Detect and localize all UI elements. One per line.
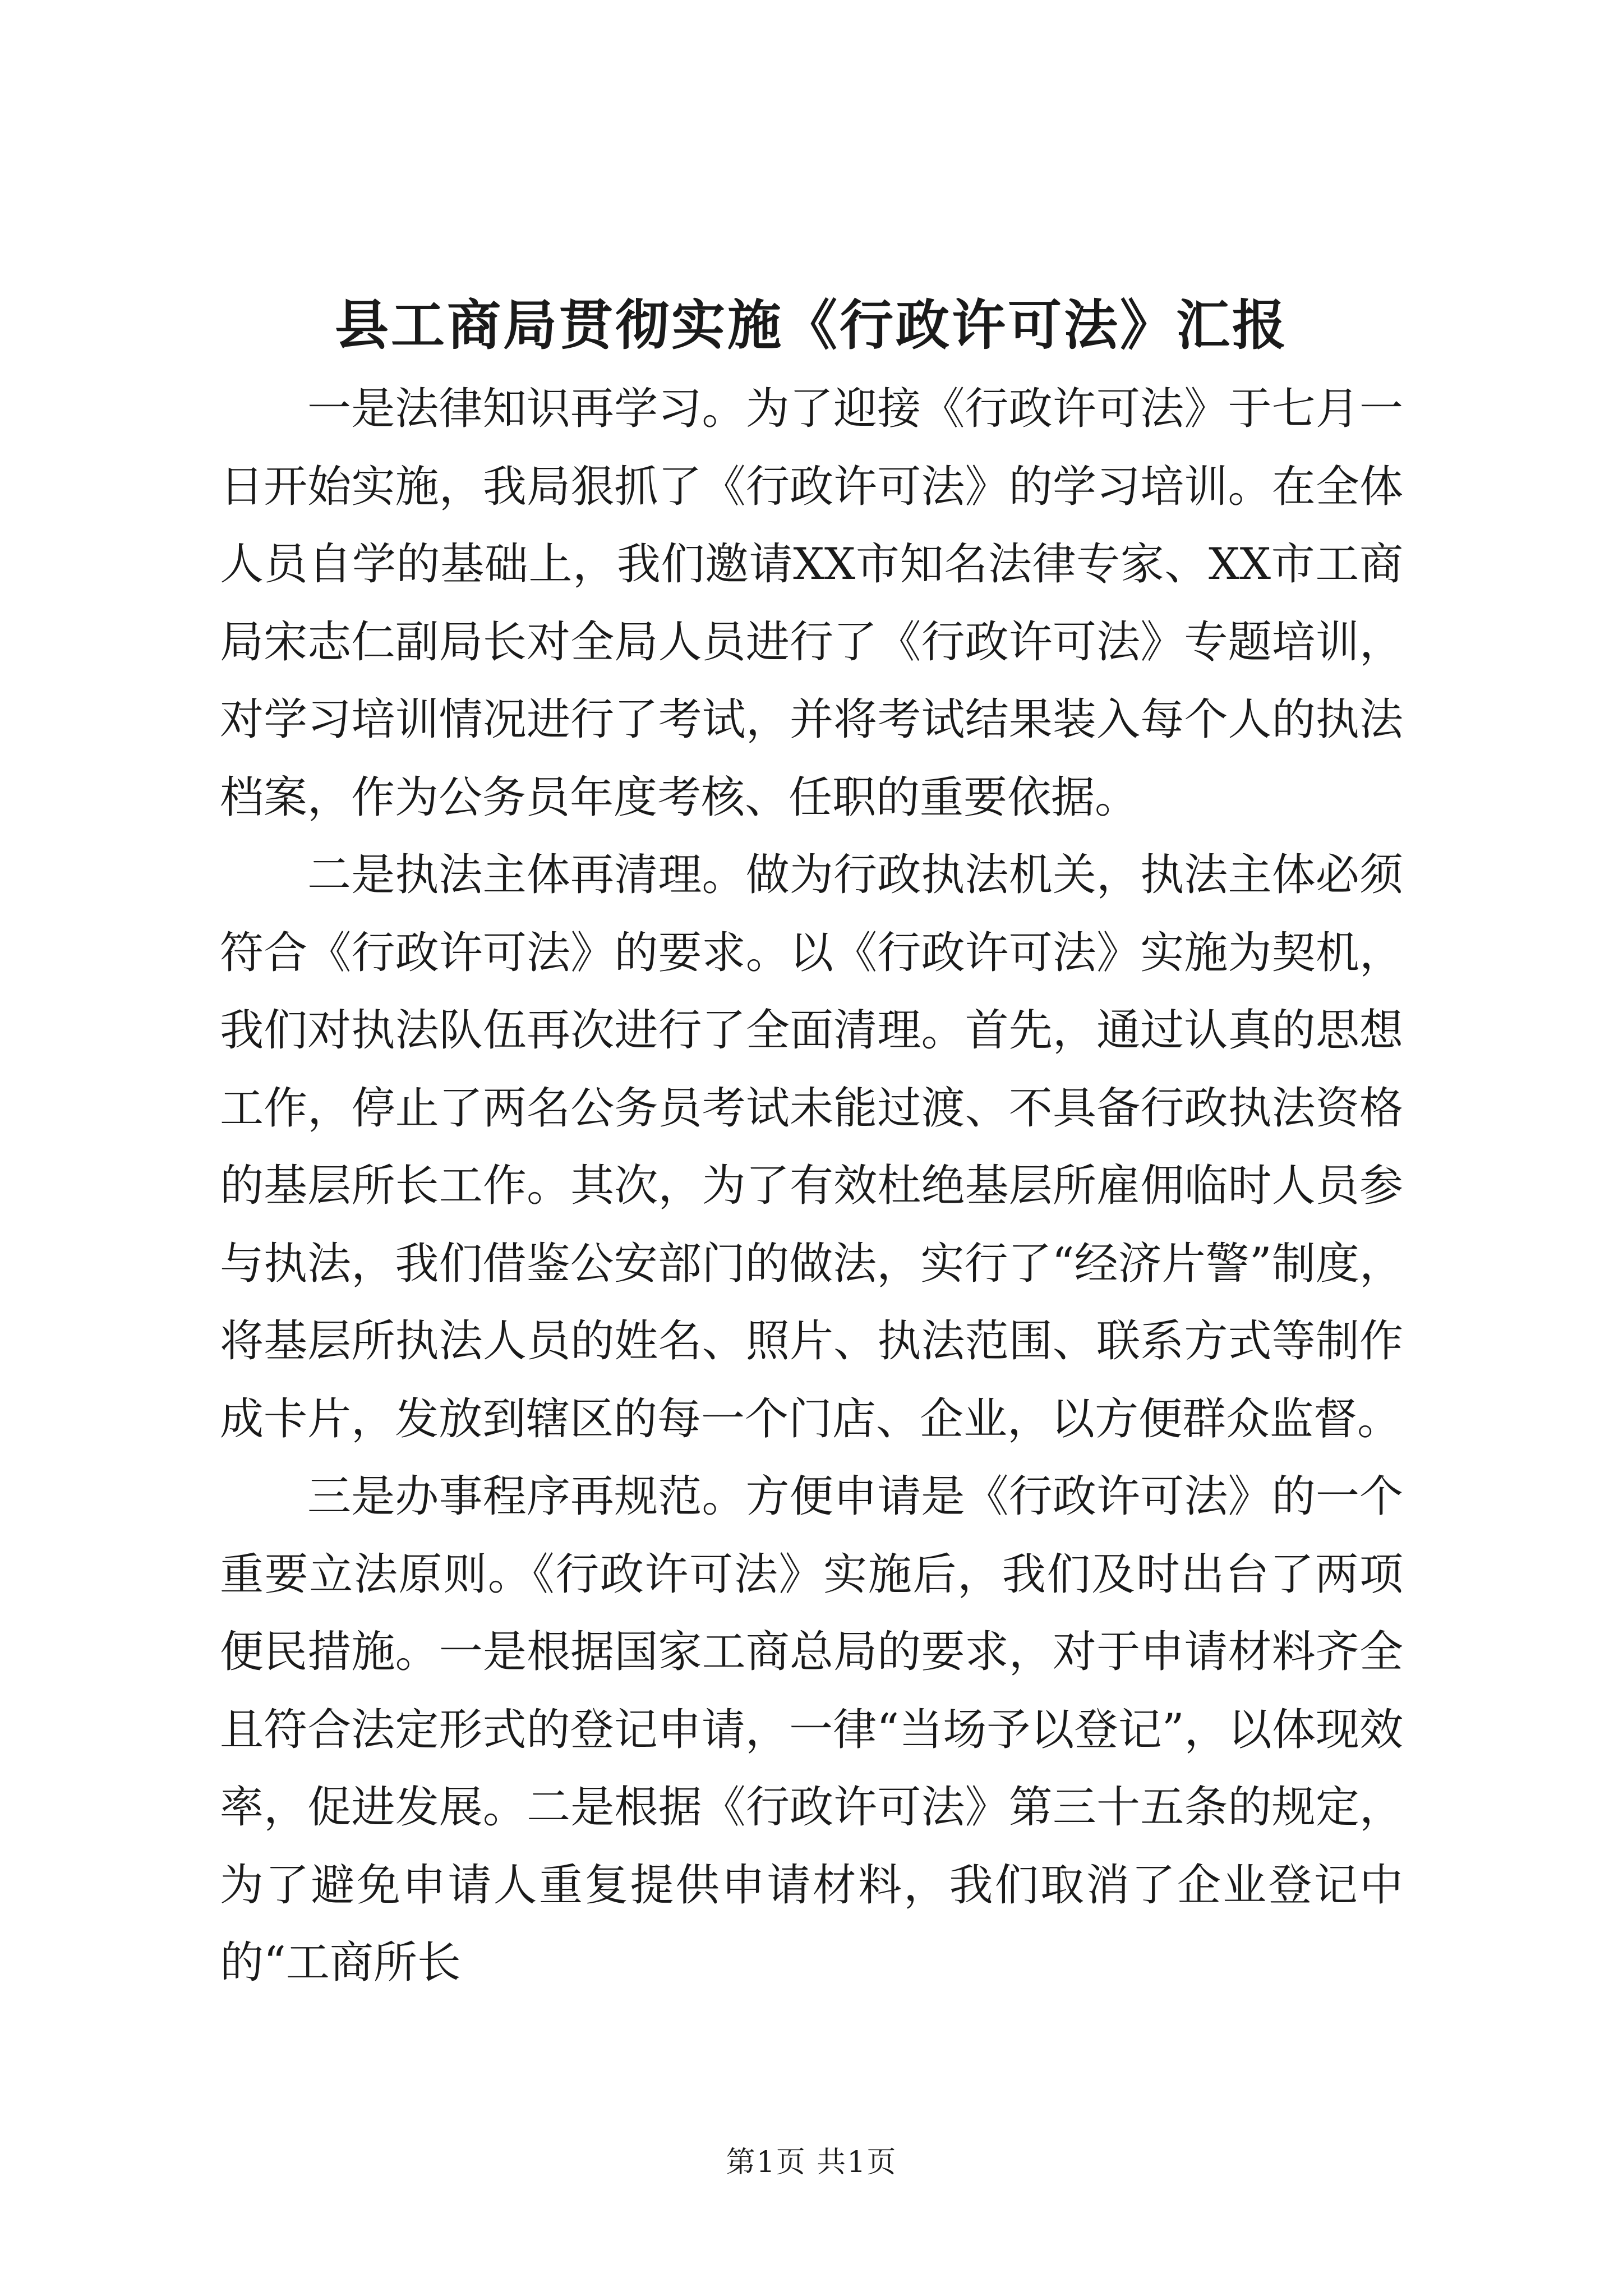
document-body xyxy=(220,370,1403,2002)
paragraph-2: 二是执法主体再清理。做为行政执法机关，执法主体必须符合《行政许可法》的要求。以《行政许可法》实施为契机，我们对执法队伍再次进行了全面清理。首先，通过认真的思想工作，停止了两名公务员考试未能过渡、不具备行政执法资格的基层所长工作。其次，为了有效杜绝基层所雇佣临时人员参与执法，我们借鉴公安部门的做法，实行了“经济片警”制度，将基层所执法人员的姓名、照片、执法范围、联系方式等制作成卡片，发放到辖区的每一个门店、企业，以方便群众监督。 xyxy=(220,850,1403,1444)
paragraph-3: 三是办事程序再规范。方便申请是《行政许可法》的一个重要立法原则。《行政许可法》实施后，我们及时出台了两项便民措施。一是根据国家工商总局的要求，对于申请材料齐全且符合法定形式的登记申请，一律“当场予以登记”，以体现效率，促进发展。二是根据《行政许可法》第三十五条的规定，为了避免申请人重复提供申请材料，我们取消了企业登记中的“工商所长 xyxy=(220,1471,1403,1988)
document-title: 县工商局贯彻实施《行政许可法》汇报 xyxy=(335,293,1288,357)
paragraph-1: 一是法律知识再学习。为了迎接《行政许可法》于七月一日开始实施，我局狠抓了《行政许可法》的学习培训。在全体人员自学的基础上，我们邀请XX市知名法律专家、XX市工商局宋志仁副局长对全局人员进行了《行政许可法》专题培训，对学习培训情况进行了考试，并将考试结果装入每个人的执法档案，作为公务员年度考核、任职的重要依据。 xyxy=(220,384,1403,823)
page-number-footer: 第1页 共1页 xyxy=(726,2146,897,2179)
